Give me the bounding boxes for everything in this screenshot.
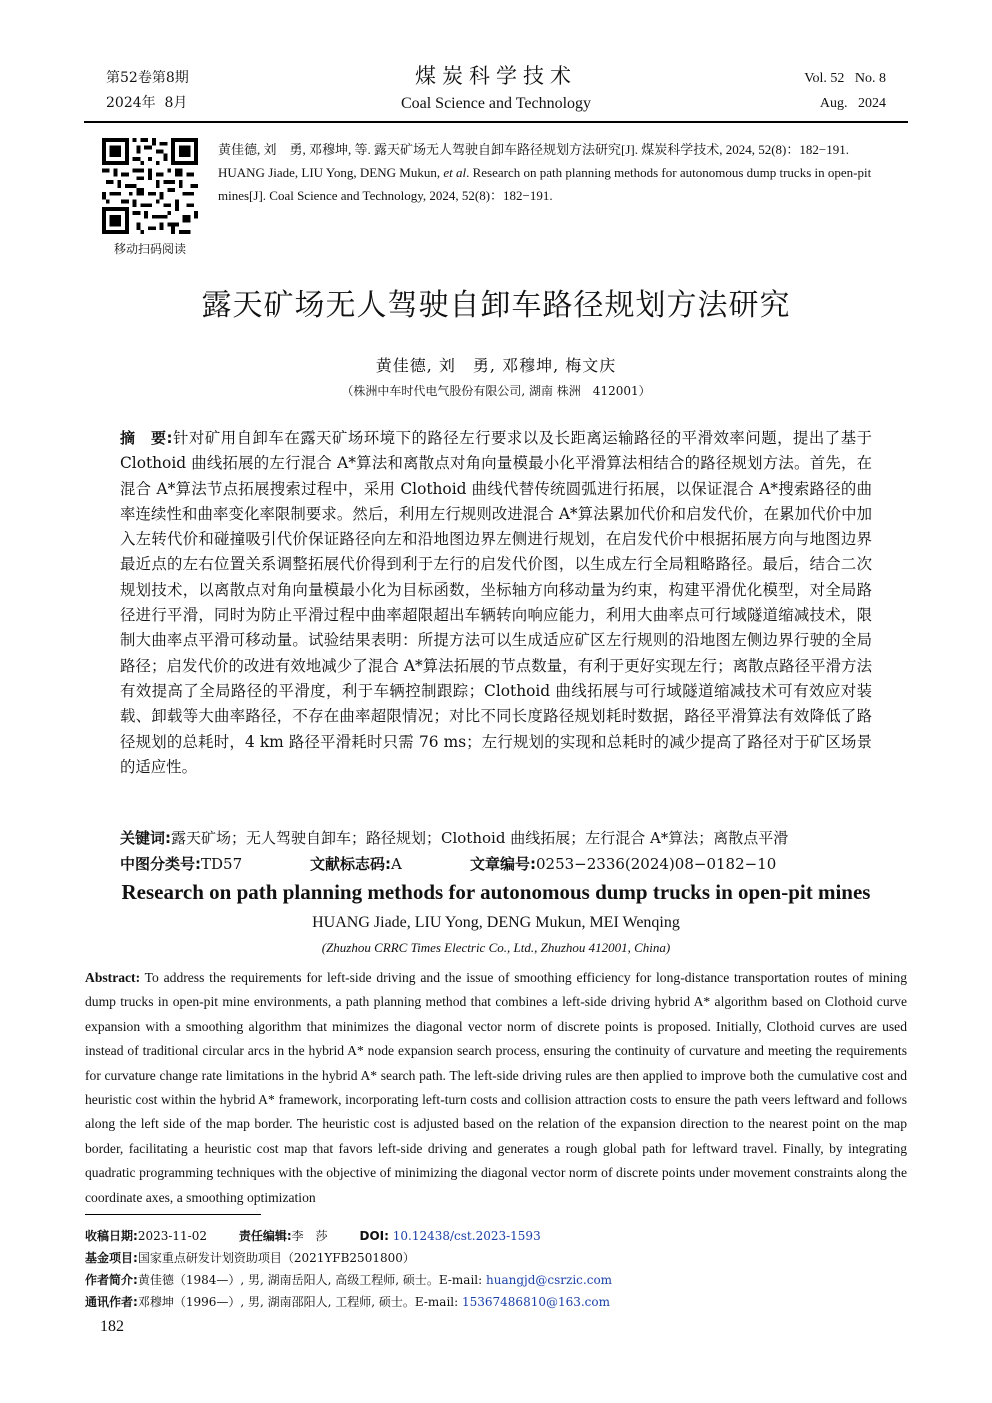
doi-link[interactable]: 10.12438/cst.2023-1593 [392,1229,541,1243]
footnote-corresponding [85,1291,907,1313]
abstract-cn-label: 摘 要: [120,429,173,447]
corresponding-email-link[interactable]: 15367486810@163.com [461,1295,611,1309]
corresponding-value: 邓穆坤（1996—）, 男, 湖南邵阳人, 工程师, 硕士。E-mail: [137,1295,462,1309]
abstract-en-label: Abstract: [85,970,141,985]
fund-label: 基金项目: [85,1251,138,1265]
page-number: 182 [100,1318,124,1335]
paper-title-cn: 露天矿场无人驾驶自卸车路径规划方法研究 [201,288,791,323]
clc-label: 中图分类号: [120,855,201,873]
volume-en: Vol. 52 No. 8 [804,71,886,86]
document-code-label: 文献标志码: [310,855,391,873]
clc-number [120,852,310,877]
clc-value: TD57 [201,855,243,873]
article-number [470,852,776,877]
date-en: Aug. 2024 [819,96,886,111]
author-bio-value: 黄佳德（1984—）, 男, 湖南岳阳人, 高级工程师, 硕士。E-mail: [137,1273,486,1287]
keywords-label: 关键词: [120,829,171,847]
abstract-cn [120,426,872,780]
footnote-author [85,1269,907,1291]
citation-en-etal: et al [443,165,467,180]
affiliation-cn: （株洲中车时代电气股份有限公司, 湖南 株洲 412001） [341,384,651,398]
footnote-received [85,1225,907,1247]
footnote-fund [85,1247,907,1269]
received-label: 收稿日期: [85,1229,138,1243]
editor-label: 责任编辑: [238,1229,292,1243]
abstract-cn-text: 针对矿用自卸车在露天矿场环境下的路径左行要求以及长距离运输路径的平滑效率问题，提出了基于 Clothoid 曲线拓展的左行混合 A*算法和离散点对角向量模最小化平滑算法相结合的路径规划方法。首先，在混合 A*算法节点拓展搜索过程中，采用 Clothoid 曲线代替传统圆弧进行拓展，以保证混合 A*搜索路径的曲率连续性和曲率变化率限制要求。然后，利用左行规则改进混合 A*算法累加代价和启发代价，在累加代价中加入左转代价和碰撞吸引代价保证路径向左和沿地图边界左侧进行规划，在启发代价中根据拓展方向与地图边界最近点的左右位置关系调整拓展代价得到利于左行的启发代价图，以生成左行全局粗略路径。最后，结合二次规划技术，以离散点对角向量模最小化为目标函数，坐标轴方向移动量为约束，构建平滑优化模型，对全局路径进行平滑，同时为防止平滑过程中曲率超限超出车辆转向响应能力，利用大曲率点可行域隧道缩减技术，限制大曲率点平滑可移动量。试验结果表明：所提方法可以生成适应矿区左行规则的沿地图左侧边界行驶的全局路径；启发代价的改进有效地减少了混合 A*算法拓展的节点数量，有利于更好实现左行；离散点路径平滑方法有效提高了全局路径的平滑度，利于车辆控制跟踪；Clothoid 曲线拓展与可行域隧道缩减技术可有效应对装载、卸载等大曲率路径，不存在曲率超限情况；对比不同长度路径规划耗时数据，路径平滑算法有效降低了路径规划的总耗时，4 km 路径平滑耗时只需 76 ms；左行规划的实现和总耗时的减少提高了路径对于矿区场景的适应性。 [120,429,872,776]
citation-en-rest: . Research on path planning methods for autonomous dump trucks in open-pit mines[J]. Coal Science and Technology, 2024, 52(8)：182−191. [218,165,872,203]
document-code-value: A [391,855,402,873]
paper-title-en: Research on path planning methods for autonomous dump trucks in open-pit mines [121,880,871,904]
qr-code-icon[interactable] [102,138,198,234]
footnote-rule [85,1214,261,1215]
citation-en-authors: HUANG Jiade, LIU Yong, DENG Mukun, [218,165,444,180]
qr-caption: 移动扫码阅读 [113,242,186,256]
journal-name-cn: 煤炭科学技术 [415,64,577,88]
doi-label: DOI: [359,1229,389,1243]
author-bio-label: 作者简介: [85,1273,138,1287]
citation-cn: 黄佳德, 刘 勇, 邓穆坤, 等. 露天矿场无人驾驶自卸车路径规划方法研究[J]. 煤炭科学技术, 2024, 52(8)：182−191. [218,142,849,157]
header-left [106,66,189,116]
fund-value: 国家重点研发计划资助项目（2021YFB2501800） [137,1251,415,1265]
author-email-link[interactable]: huangjd@csrzic.com [485,1273,613,1287]
abstract-en [85,966,907,1210]
footnotes [85,1225,907,1313]
corresponding-label: 通讯作者: [85,1295,138,1309]
header-center [300,60,692,116]
keywords-cn [120,826,872,851]
keywords-text: 露天矿场；无人驾驶自卸车；路径规划；Clothoid 曲线拓展；左行混合 A*算法；离散点平滑 [171,829,789,847]
volume-cn: 第52卷第8期 [106,70,189,86]
authors-cn: 黄佳德, 刘 勇, 邓穆坤, 梅文庆 [375,356,617,375]
header-rule [84,121,908,123]
date-cn: 2024年 8月 [106,95,188,111]
editor-value: 李 莎 [291,1229,328,1243]
received-value: 2023-11-02 [137,1229,207,1243]
authors-en: HUANG Jiade, LIU Yong, DENG Mukun, MEI Wenqing [312,914,680,931]
classification-line [120,852,880,877]
citation-en [218,161,910,207]
article-number-value: 0253−2336(2024)08−0182−10 [536,855,777,873]
abstract-en-text: To address the requirements for left-side driving and the issue of smoothing efficiency for long-distance transportation routes of mining dump trucks in open-pit mine environments, a path planning method that combines a left-side driving hybrid A* algorithm based on Clothoid curve expansion with a smoothing algorithm that minimizes the diagonal vector norm of discrete points is proposed. Initially, Clothoid curves are used instead of traditional circular arcs in the hybrid A* node expansion search process, ensuring the continuity of curvature and meeting the requirements for curvature change rate limitations in the hybrid A* search path. The left-side driving rules are then applied to improve both the cumulative cost and heuristic cost within the hybrid A* framework, incorporating left-turn costs and collision attraction costs to ensure the path veers leftward and follows along the left side of the map border. The heuristic cost is adjusted based on the relation of the expansion direction to the nearest point on the map border, facilitating a heuristic cost map that favors left-side driving and generates a rough global path for leftward travel. Finally, by integrating quadratic programming techniques with the objective of minimizing the diagonal vector norm of discrete points under movement constraints along the coordinate axes, a smoothing optimization [85,970,907,1205]
header-right [804,66,886,116]
article-number-label: 文章编号: [470,855,536,873]
document-code [310,852,470,877]
journal-name-en: Coal Science and Technology [400,95,592,112]
citation-block [218,138,910,207]
affiliation-en: (Zhuzhou CRRC Times Electric Co., Ltd., Zhuzhou 412001, China) [321,940,671,955]
